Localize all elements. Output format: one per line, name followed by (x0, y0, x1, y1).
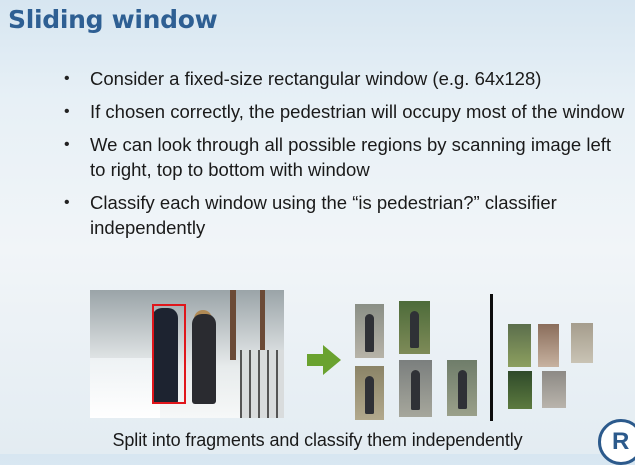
bullet-item: • If chosen correctly, the pedestrian will occupy most of the window (60, 99, 630, 124)
pedestrian-figure (458, 370, 467, 409)
pedestrian-fragment (447, 360, 477, 416)
tree-trunk (230, 290, 236, 360)
pedestrian-fragment (399, 301, 430, 354)
logo-letter: R (612, 428, 630, 455)
pedestrian-figure (365, 376, 374, 414)
tree-trunk (260, 290, 265, 350)
street-photo (90, 290, 284, 418)
bullet-item: • Classify each window using the “is pedestrian?” classifier independently (60, 190, 630, 240)
fence (240, 350, 284, 418)
pedestrian-figure (410, 311, 419, 348)
background-fragment (508, 371, 532, 409)
divider-line (490, 294, 493, 421)
background-fragment (571, 323, 593, 363)
pedestrian-fragment (355, 304, 384, 358)
logo (598, 419, 635, 465)
slide-caption: Split into fragments and classify them independently (112, 430, 523, 450)
background-fragment (542, 371, 566, 408)
slide-title: Sliding window (8, 5, 218, 34)
background-fragment (538, 324, 559, 367)
bullet-item: • We can look through all possible regions by scanning image left to right, top to bottom with window (60, 132, 630, 182)
pedestrian-fragment (399, 360, 432, 417)
right-arrow-icon (307, 345, 341, 375)
background-fragment (508, 324, 531, 367)
detection-window-box (152, 304, 186, 404)
snow-bank (90, 358, 160, 418)
pedestrian-figure (411, 370, 421, 410)
pedestrian-figure (192, 314, 216, 404)
bullet-item: • Consider a fixed-size rectangular window (e.g. 64x128) (60, 66, 630, 91)
bullet-list (60, 66, 630, 248)
pedestrian-figure (365, 314, 374, 352)
pedestrian-fragment (355, 366, 384, 420)
